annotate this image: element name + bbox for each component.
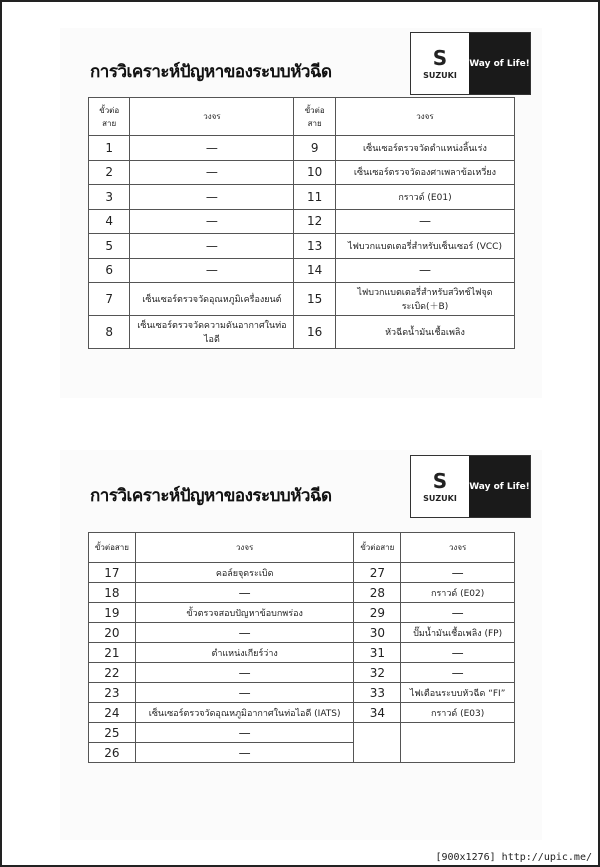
- pin-number: 8: [89, 316, 130, 349]
- circuit-name: —: [130, 160, 294, 185]
- pin-number: 12: [294, 209, 336, 234]
- pin-number: 30: [354, 623, 401, 643]
- watermark: [900x1276] http://upic.me/: [435, 852, 592, 863]
- circuit-name: —: [401, 603, 515, 623]
- pin-number: 20: [89, 623, 136, 643]
- logo-tagline: Way of Life!: [469, 33, 530, 94]
- slide-title: การวิเคราะห์ปัญหาของระบบหัวฉีด: [90, 486, 332, 506]
- pin-number: 6: [89, 258, 130, 283]
- pin-number: 14: [294, 258, 336, 283]
- pin-number: 33: [354, 683, 401, 703]
- table-row: [89, 723, 515, 743]
- circuit-name: —: [130, 234, 294, 259]
- pin-number: 22: [89, 663, 136, 683]
- slide-1: [60, 28, 542, 398]
- suzuki-logo: [410, 32, 531, 95]
- table-row: [89, 316, 515, 349]
- table-row: [89, 563, 515, 583]
- table-row: [89, 185, 515, 210]
- circuit-name: เซ็นเซอร์ตรวจวัดอุณหภูมิอากาศในท่อไอดี (IATS): [135, 703, 354, 723]
- circuit-name: —: [130, 258, 294, 283]
- circuit-name: —: [130, 185, 294, 210]
- column-header: ขั้วต่อสาย: [294, 98, 336, 136]
- pin-number: 2: [89, 160, 130, 185]
- logo-brand: SUZUKI: [423, 71, 457, 80]
- column-header: วงจร: [130, 98, 294, 136]
- pin-number: 32: [354, 663, 401, 683]
- column-header: ขั้วต่อสาย: [354, 533, 401, 563]
- circuit-name: คอล์ยจุดระเบิด: [135, 563, 354, 583]
- empty-cell: [354, 723, 401, 763]
- circuit-name: ตำแหน่งเกียร์ว่าง: [135, 643, 354, 663]
- circuit-name: —: [135, 723, 354, 743]
- logo-brand: SUZUKI: [423, 494, 457, 503]
- column-header: วงจร: [335, 98, 514, 136]
- pin-number: 19: [89, 603, 136, 623]
- slide-2: [60, 450, 542, 840]
- pin-number: 11: [294, 185, 336, 210]
- slide-title: การวิเคราะห์ปัญหาของระบบหัวฉีด: [90, 62, 332, 82]
- suzuki-s-icon: S: [432, 46, 448, 70]
- table-row: [89, 160, 515, 185]
- pin-number: 7: [89, 283, 130, 316]
- column-header: ขั้วต่อสาย: [89, 533, 136, 563]
- pin-number: 18: [89, 583, 136, 603]
- table-row: [89, 283, 515, 316]
- circuit-name: กราวด์ (E03): [401, 703, 515, 723]
- pin-number: 13: [294, 234, 336, 259]
- circuit-name: เซ็นเซอร์ตรวจวัดความดันอากาศในท่อไอดี: [130, 316, 294, 349]
- pin-number: 5: [89, 234, 130, 259]
- table-row: [89, 683, 515, 703]
- pin-number: 4: [89, 209, 130, 234]
- circuit-name: หัวฉีดน้ำมันเชื้อเพลิง: [335, 316, 514, 349]
- pin-number: 29: [354, 603, 401, 623]
- circuit-name: เซ็นเซอร์ตรวจวัดอุณหภูมิเครื่องยนต์: [130, 283, 294, 316]
- pin-number: 9: [294, 136, 336, 161]
- pin-number: 15: [294, 283, 336, 316]
- table-header: [89, 533, 515, 563]
- table-row: [89, 583, 515, 603]
- pin-table: [88, 97, 515, 349]
- pin-number: 23: [89, 683, 136, 703]
- column-header: วงจร: [135, 533, 354, 563]
- circuit-name: —: [401, 563, 515, 583]
- table-row: [89, 623, 515, 643]
- circuit-name: —: [335, 258, 514, 283]
- table-row: [89, 663, 515, 683]
- circuit-name: เซ็นเซอร์ตรวจวัดตำแหน่งลิ้นเร่ง: [335, 136, 514, 161]
- circuit-name: —: [130, 209, 294, 234]
- column-header: ขั้วต่อสาย: [89, 98, 130, 136]
- table-row: [89, 703, 515, 723]
- circuit-name: กราวด์ (E01): [335, 185, 514, 210]
- circuit-name: —: [135, 743, 354, 763]
- circuit-name: —: [135, 663, 354, 683]
- table-header: [89, 98, 515, 136]
- circuit-name: กราวด์ (E02): [401, 583, 515, 603]
- table-row: [89, 209, 515, 234]
- circuit-name: —: [401, 663, 515, 683]
- pin-number: 28: [354, 583, 401, 603]
- pin-number: 16: [294, 316, 336, 349]
- table-row: [89, 234, 515, 259]
- table-row: [89, 643, 515, 663]
- pin-number: 10: [294, 160, 336, 185]
- circuit-name: ไฟบวกแบตเตอรี่สำหรับสวิทช์ไฟจุดระเบิด(＋B): [335, 283, 514, 316]
- circuit-name: ปั๊มน้ำมันเชื้อเพลิง (FP): [401, 623, 515, 643]
- pin-number: 31: [354, 643, 401, 663]
- pin-number: 17: [89, 563, 136, 583]
- pin-number: 24: [89, 703, 136, 723]
- pin-number: 34: [354, 703, 401, 723]
- circuit-name: —: [135, 583, 354, 603]
- pin-number: 27: [354, 563, 401, 583]
- table-row: [89, 136, 515, 161]
- circuit-name: เซ็นเซอร์ตรวจวัดองศาเพลาข้อเหวี่ยง: [335, 160, 514, 185]
- pin-number: 1: [89, 136, 130, 161]
- pin-number: 26: [89, 743, 136, 763]
- circuit-name: —: [130, 136, 294, 161]
- circuit-name: ขั้วตรวจสอบปัญหาข้อบกพร่อง: [135, 603, 354, 623]
- logo-tagline: Way of Life!: [469, 456, 530, 517]
- circuit-name: —: [335, 209, 514, 234]
- circuit-name: —: [135, 683, 354, 703]
- pin-table: [88, 532, 515, 763]
- suzuki-logo: [410, 455, 531, 518]
- pin-number: 3: [89, 185, 130, 210]
- circuit-name: —: [401, 643, 515, 663]
- circuit-name: —: [135, 623, 354, 643]
- table-row: [89, 258, 515, 283]
- column-header: วงจร: [401, 533, 515, 563]
- table-row: [89, 603, 515, 623]
- pin-number: 25: [89, 723, 136, 743]
- suzuki-s-icon: S: [432, 469, 448, 493]
- empty-cell: [401, 723, 515, 763]
- pin-number: 21: [89, 643, 136, 663]
- circuit-name: ไฟบวกแบตเตอรี่สำหรับเซ็นเซอร์ (VCC): [335, 234, 514, 259]
- circuit-name: ไฟเตือนระบบหัวฉีด “FI”: [401, 683, 515, 703]
